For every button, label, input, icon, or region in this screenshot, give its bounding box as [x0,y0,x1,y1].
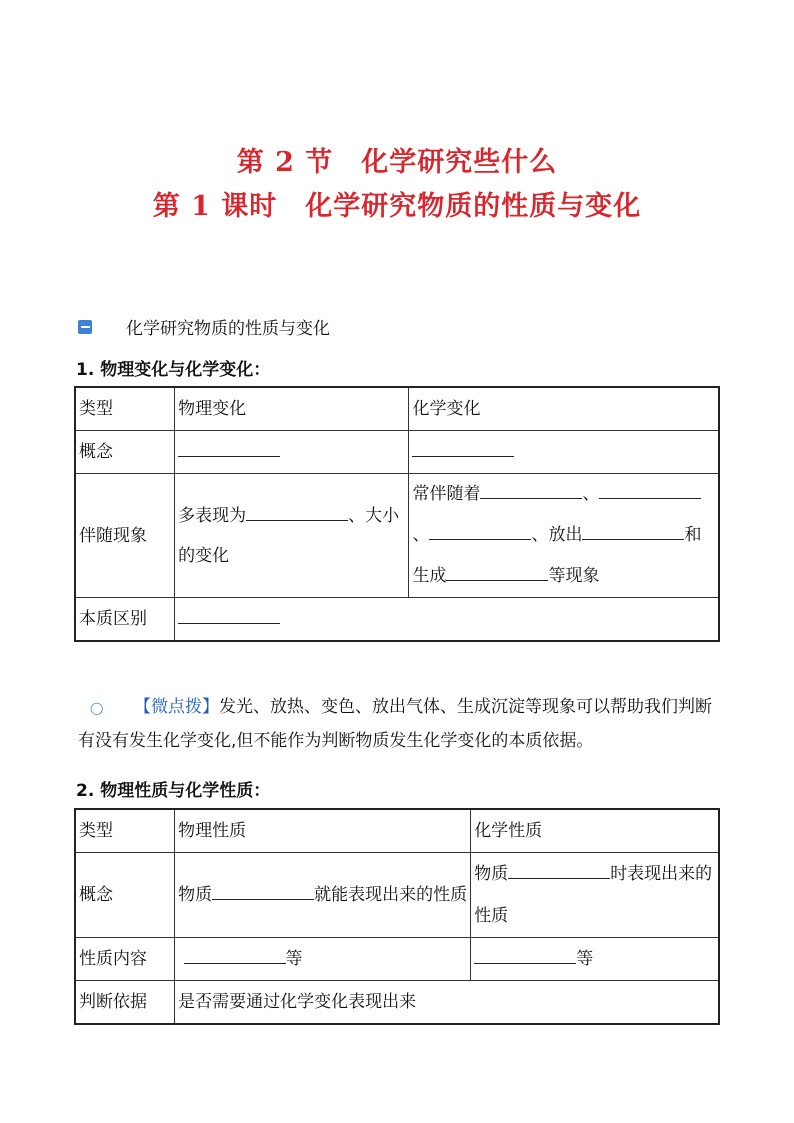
col-header-chemical-change: 化学变化 [409,387,719,431]
answer-blank[interactable] [178,609,280,624]
answer-blank[interactable] [582,525,684,540]
table-row [75,598,719,642]
phys-phenomenon-cell [175,474,409,598]
table-row [75,474,719,598]
text-fragment: 、大小的变化 [178,505,400,566]
text-fragment: 、 [412,525,430,545]
answer-blank[interactable] [412,442,514,457]
answer-blank[interactable] [474,949,576,964]
chem-concept-cell [409,431,719,474]
q1-label: 1. 物理变化与化学变化： [76,360,271,380]
tip-text: 发光、放热、变色、放出气体、生成沉淀等现象可以帮助我们判断有没有发生化学变化,但不能作为判断物质发生化学变化的本质依据。 [78,697,712,751]
answer-blank[interactable] [184,949,286,964]
type-label: 类型 [75,809,175,853]
answer-blank[interactable] [178,442,280,457]
essence-cell [175,598,719,642]
phys-concept-cell [175,853,471,938]
title-line-1: 第 2 节 化学研究些什么 [236,147,558,178]
essence-label: 本质区别 [75,598,175,642]
phenomenon-label: 伴随现象 [75,474,175,598]
phys-content-cell [175,938,471,981]
answer-blank[interactable] [429,525,531,540]
content-label: 性质内容 [75,938,175,981]
basis-label: 判断依据 [75,981,175,1025]
minus-box-icon [78,320,92,334]
title-line-2: 第 1 课时 化学研究物质的性质与变化 [152,191,642,222]
tip-tag: 【微点拨】 [134,697,219,717]
q2-table [74,808,720,1025]
text-fragment: 、 [582,484,600,504]
basis-cell: 是否需要通过化学变化表现出来 [175,981,719,1025]
chem-concept-cell [471,853,719,938]
col-header-chemical-property: 化学性质 [471,809,719,853]
table-row [75,387,719,431]
text-fragment: 时表现出来的性质 [474,864,713,926]
text-fragment: 、放出 [531,525,583,545]
text-fragment: 多表现为 [178,505,247,526]
answer-blank[interactable] [508,864,610,879]
text-fragment: 物质 [474,864,509,884]
tip-paragraph [78,690,718,758]
answer-blank[interactable] [246,506,348,521]
section-heading [78,314,330,339]
col-header-physical-change: 物理变化 [175,387,409,431]
table-row [75,809,719,853]
text-fragment: 等 [576,949,594,969]
phys-concept-cell [175,431,409,474]
section-heading-text: 化学研究物质的性质与变化 [126,319,330,339]
table-row [75,431,719,474]
table-row [75,853,719,938]
chem-content-cell [471,938,719,981]
concept-label: 概念 [75,431,175,474]
answer-blank[interactable] [212,885,314,900]
text-fragment: 就能表现出来的性质 [314,885,468,905]
answer-blank[interactable] [599,484,701,499]
answer-blank[interactable] [446,566,548,581]
table-row [75,981,719,1025]
table-row [75,938,719,981]
text-fragment: 等现象 [548,566,600,586]
chem-phenomenon-cell [409,474,719,598]
pin-icon: ◯ [90,701,104,715]
text-fragment: 常伴随着 [412,484,481,504]
text-fragment: 物质 [178,885,213,905]
q1-table [74,386,720,642]
text-fragment: 等 [285,949,303,969]
answer-blank[interactable] [480,484,582,499]
col-header-physical-property: 物理性质 [175,809,471,853]
concept-label: 概念 [75,853,175,938]
text-fragment: 和生成 [412,525,702,586]
type-label: 类型 [75,387,175,431]
q2-label: 2. 物理性质与化学性质： [76,781,271,801]
